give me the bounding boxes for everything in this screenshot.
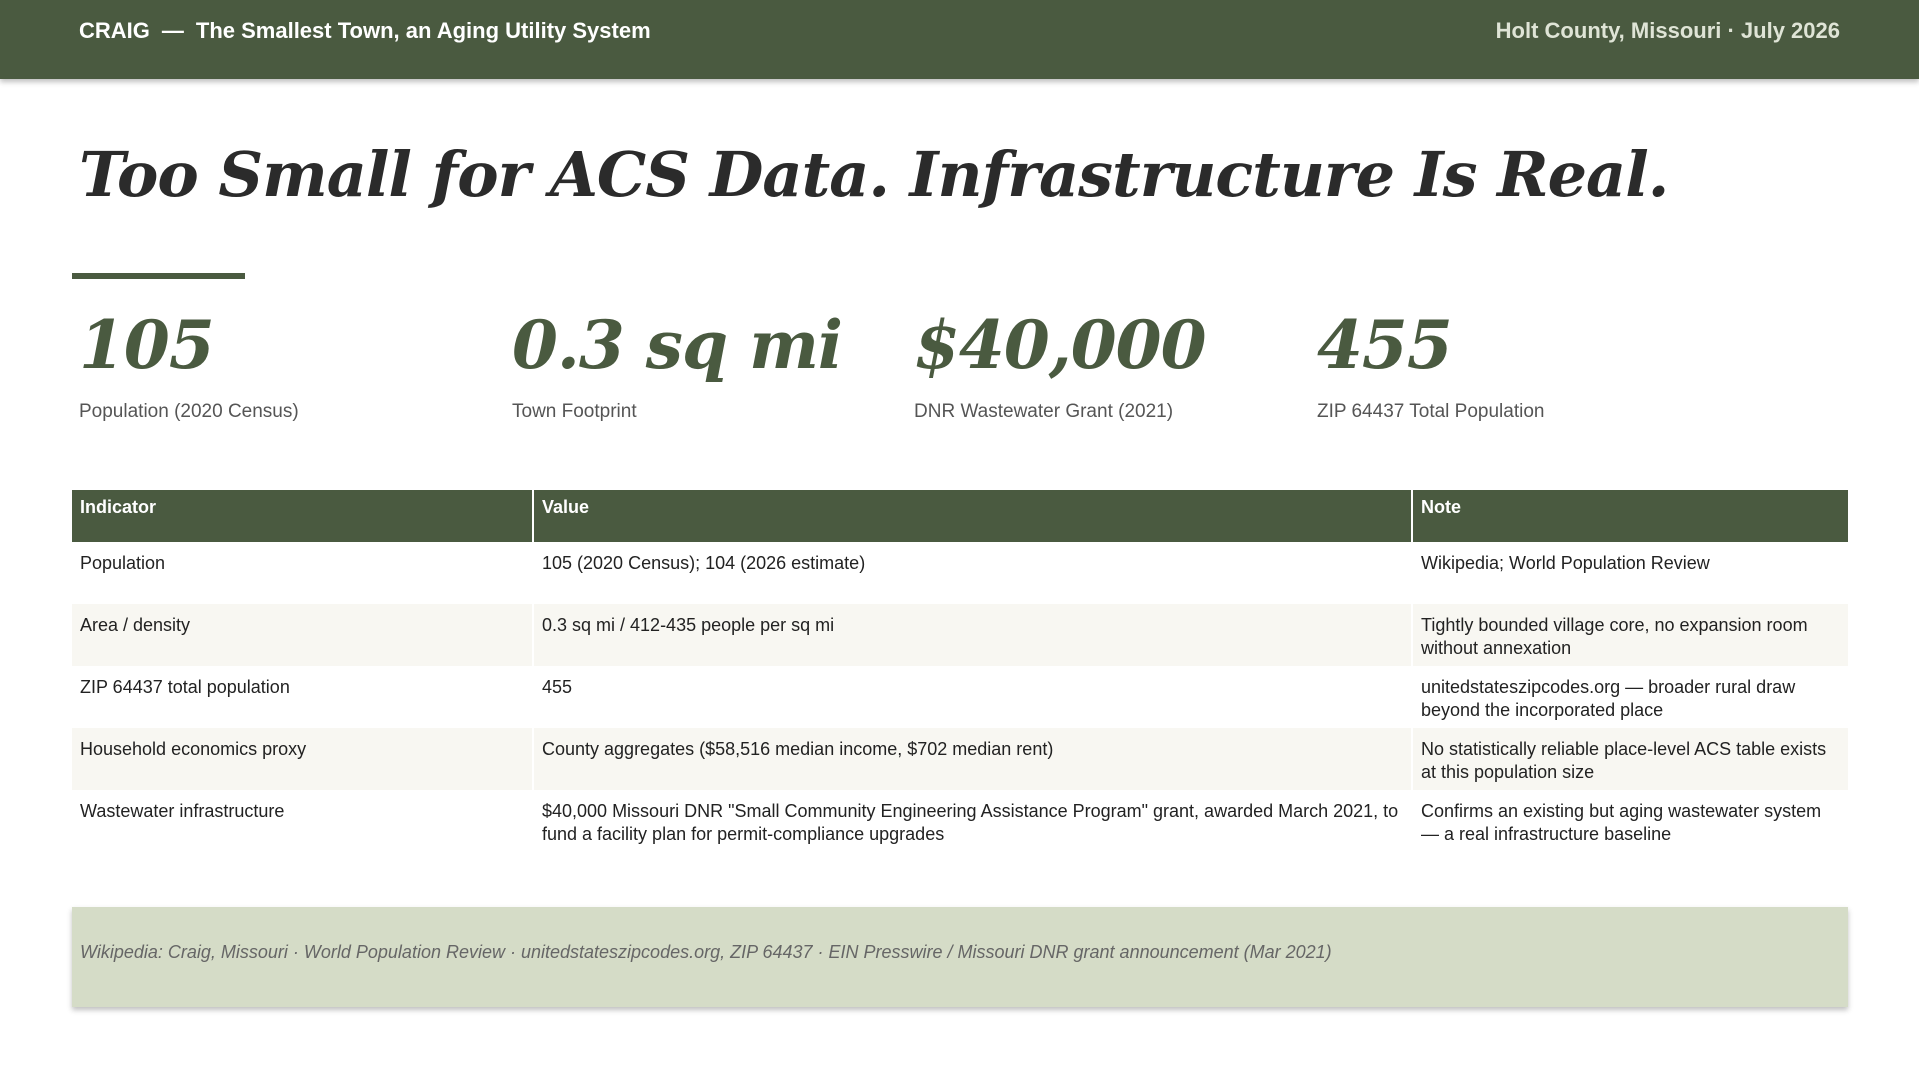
- table-cell-value: 455: [533, 666, 1412, 728]
- table-cell-value: 105 (2020 Census); 104 (2026 estimate): [533, 542, 1412, 604]
- header-brand: CRAIG: [79, 18, 150, 43]
- header-location-date: Holt County, Missouri · July 2026: [1495, 18, 1840, 43]
- indicator-table: [72, 490, 1848, 852]
- column-header-note: Note: [1412, 490, 1848, 542]
- page-headline: Too Small for ACS Data. Infrastructure Is Real.: [79, 138, 1669, 211]
- table-row: [72, 790, 1848, 852]
- table-row: [72, 728, 1848, 790]
- table-row: [72, 604, 1848, 666]
- table-row: [72, 542, 1848, 604]
- stat-population: [79, 305, 299, 423]
- header-separator: —: [161, 18, 184, 43]
- stat-value: 455: [1317, 306, 1452, 384]
- table-cell-value: 0.3 sq mi / 412-435 people per sq mi: [533, 604, 1412, 666]
- stat-value: 105: [79, 306, 214, 384]
- table-cell-indicator: Area / density: [72, 604, 533, 666]
- table-cell-note: unitedstateszipcodes.org — broader rural draw beyond the incorporated place: [1421, 677, 1796, 720]
- sources-box: [72, 907, 1848, 1007]
- table-cell-note: Tightly bounded village core, no expansion room without annexation: [1412, 604, 1848, 666]
- table-cell-indicator: Household economics proxy: [72, 728, 533, 790]
- accent-rule: [72, 273, 245, 279]
- table-cell-indicator: Population: [72, 542, 533, 604]
- stat-zip-population: [1317, 305, 1544, 423]
- header-subtitle: The Smallest Town, an Aging Utility System: [195, 18, 651, 43]
- table-cell-note: No statistically reliable place-level ACS table exists at this population size: [1412, 728, 1848, 790]
- sources-text: Wikipedia: Craig, Missouri · World Population Review · unitedstateszipcodes.org, ZIP 64437 · EIN Presswire / Missouri DNR grant announcement (Mar 2021): [80, 942, 1332, 962]
- table-cell-value: $40,000 Missouri DNR "Small Community Engineering Assistance Program" grant, awarded March 2021, to fund a facility plan for permit-compliance upgrades: [533, 790, 1412, 852]
- stat-label: ZIP 64437 Total Population: [1317, 401, 1545, 422]
- table-cell-note: Wikipedia; World Population Review: [1421, 553, 1710, 573]
- table-cell-note: Confirms an existing but aging wastewater system — a real infrastructure baseline: [1421, 801, 1822, 844]
- table-cell-indicator: Wastewater infrastructure: [72, 790, 533, 852]
- stat-label: Population (2020 Census): [79, 401, 299, 422]
- table-cell-value: County aggregates ($58,516 median income, $702 median rent): [533, 728, 1412, 790]
- stat-label: DNR Wastewater Grant (2021): [914, 401, 1174, 422]
- table-header-row: [72, 490, 1848, 542]
- header-title: [79, 18, 651, 44]
- stat-value: $40,000: [914, 306, 1206, 384]
- header-bar: [0, 0, 1919, 79]
- table-cell-indicator: ZIP 64437 total population: [72, 666, 533, 728]
- stat-town-footprint: [512, 305, 842, 423]
- table-row: [72, 666, 1848, 728]
- stat-dnr-grant: [914, 305, 1206, 423]
- stat-label: Town Footprint: [512, 401, 637, 422]
- column-header-indicator: Indicator: [72, 490, 533, 542]
- stat-value: 0.3 sq mi: [512, 306, 842, 384]
- column-header-value: Value: [533, 490, 1412, 542]
